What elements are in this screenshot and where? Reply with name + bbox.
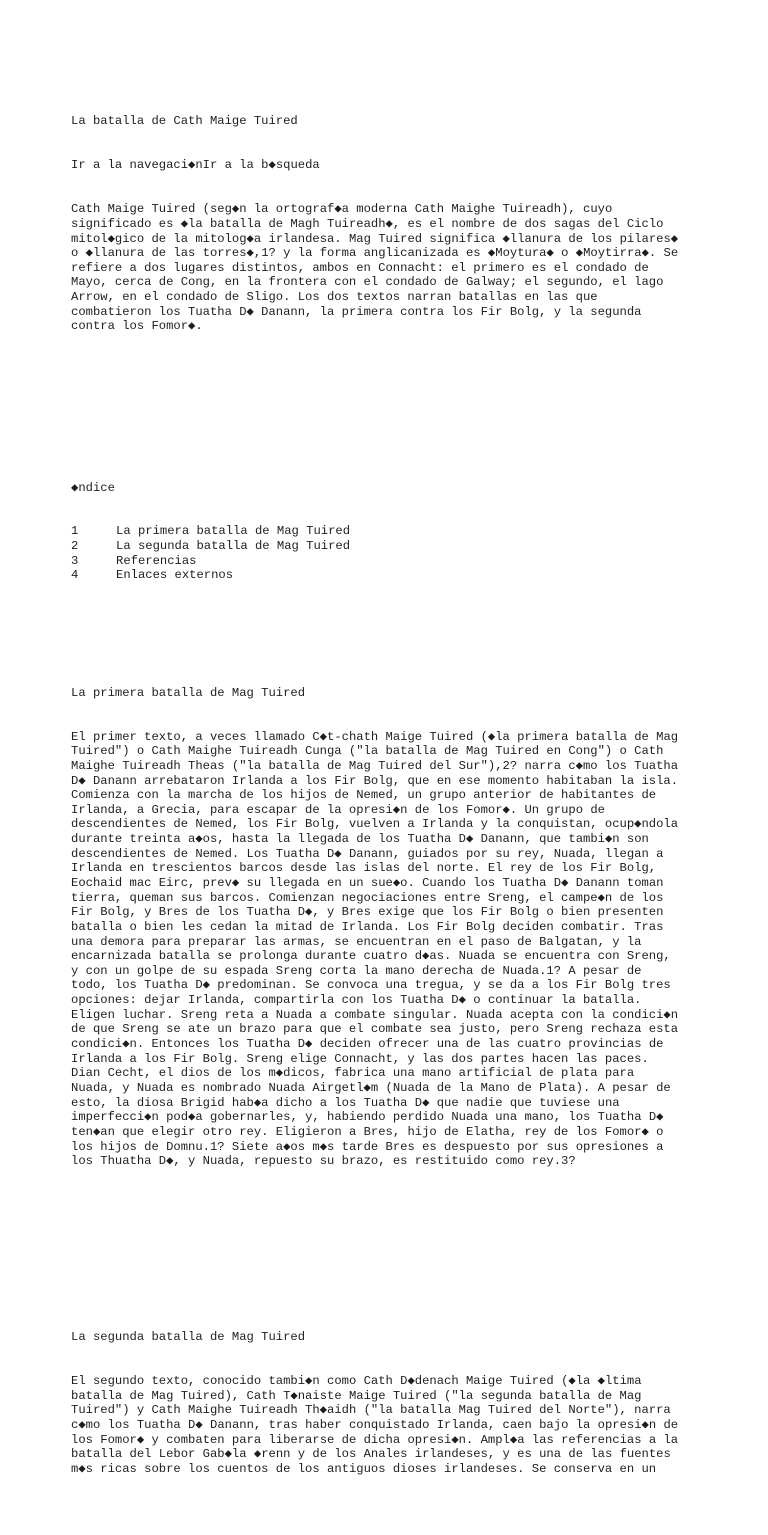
paragraph-line: Tuired") o Cath Maighe Tuireadh Cunga ("la batalla de Mag Tuired en Cong") o Cath [71, 744, 664, 759]
section-heading: La segunda batalla de Mag Tuired [71, 1330, 306, 1345]
paragraph-line: Irlanda a los Fir Bolg. Sreng elige Connacht, y las dos partes hacen las paces. [71, 1051, 649, 1066]
paragraph-line: Tuired") y Cath Maighe Tuireadh Th◆aidh ("la batalla Mag Tuired del Norte"), narra [71, 1403, 671, 1418]
document-body [71, 85, 751, 1535]
intro-line: Arrow, en el condado de Sligo. Los dos textos narran batallas en las que [71, 290, 598, 305]
paragraph-line: imperfecci◆n pod◆a gobernarles, y, habiendo perdido Nuada una mano, los Tuatha D◆ [71, 1110, 664, 1125]
toc-item[interactable] [71, 554, 751, 569]
intro-paragraph [71, 202, 751, 334]
paragraph-line: c◆mo los Tuatha D◆ Danann, tras haber conquistado Irlanda, caen bajo la opresi◆n de [71, 1417, 679, 1432]
paragraph-line: opciones: dejar Irlanda, compartirla con los Tuatha D◆ o continuar la batalla. [71, 993, 642, 1008]
paragraph-line: de que Sreng se ate un brazo para que el combate sea justo, pero Sreng rechaza esta [71, 1022, 679, 1037]
paragraph-line: Fir Bolg, y Bres de los Tuatha D◆, y Bres exige que los Fir Bolg o bien presenten [71, 905, 664, 920]
paragraph-line: durante treinta a◆os, hasta la llegada de los Tuatha D◆ Danann, que tambi◆n son [71, 832, 649, 847]
paragraph-line: descendientes de Nemed, los Fir Bolg, vuelven a Irlanda y la conquistan, ocup◆ndola [71, 817, 679, 832]
paragraph-line: Maighe Tuireadh Theas ("la batalla de Mag Tuired del Sur"),2? narra c◆mo los Tuatha [71, 758, 679, 773]
toc-heading: ◆ndice [71, 480, 115, 495]
paragraph-line: batalla de Mag Tuired), Cath T◆naiste Maige Tuired ("la segunda batalla de Mag [71, 1388, 642, 1403]
paragraph-line: los hijos de Domnu.1? Siete a◆os m◆s tarde Bres es despuesto por sus opresiones a [71, 1139, 664, 1154]
toc-item-number: 4 [71, 568, 79, 583]
paragraph-line: y con un golpe de su espada Sreng corta la mano derecha de Nuada.1? A pesar de [71, 963, 642, 978]
paragraph-line: tierra, queman sus barcos. Comienzan negociaciones entre Sreng, el campe◆n de los [71, 890, 664, 905]
intro-line: significado es ◆la batalla de Magh Tuireadh◆, es el nombre de dos sagas del Ciclo [71, 216, 664, 231]
paragraph-line: ten◆an que elegir otro rey. Eligieron a Bres, hijo de Elatha, rey de los Fomor◆ o [71, 1124, 664, 1139]
paragraph-line: Eochaid mac Eirc, prev◆ su llegada en un sue◆o. Cuando los Tuatha D◆ Danann toman [71, 876, 664, 890]
intro-line: o ◆llanura de las torres◆,1? y la forma anglicanizada es ◆Moytura◆ o ◆Moytirra◆. Se [71, 246, 679, 261]
intro-line: refiere a dos lugares distintos, ambos en Connacht: el primero es el condado de [71, 260, 649, 275]
document-title: La batalla de Cath Maige Tuired [71, 114, 298, 129]
toc-item-number: 3 [71, 553, 79, 568]
paragraph-line: Eligen luchar. Sreng reta a Nuada a combate singular. Nuada acepta con la condici◆n [71, 1007, 679, 1022]
intro-line: Cath Maige Tuired (seg◆n la ortograf◆a moderna Cath Maighe Tuireadh), cuyo [71, 202, 613, 217]
paragraph-line: encarnizada batalla se prolonga durante cuatro d◆as. Nuada se encuentra con Sreng, [71, 949, 671, 964]
paragraph-line: descendientes de Nemed. Los Tuatha D◆ Danann, guiados por su rey, Nuada, llegan a [71, 846, 664, 861]
intro-line: contra los Fomor◆. [71, 319, 203, 334]
paragraph-line: Nuada, y Nuada es nombrado Nuada Airgetl◆m (Nuada de la Mano de Plata). A pesar de [71, 1080, 671, 1095]
toc-item[interactable] [71, 539, 751, 554]
spacer [71, 1242, 751, 1257]
spacer [71, 378, 751, 407]
paragraph-line: condici◆n. Entonces los Tuatha D◆ deciden ofrecer una de las cuatro provincias de [71, 1037, 664, 1052]
section-second-battle [71, 1301, 751, 1506]
paragraph-line: Irlanda en trescientos barcos desde las islas del norte. El rey de los Fir Bolg, [71, 861, 657, 876]
section-paragraph [71, 730, 751, 1169]
toc-item-label[interactable]: Referencias [116, 553, 197, 568]
toc-item-label[interactable]: Enlaces externos [116, 568, 234, 583]
paragraph-line: m◆s ricas sobre los cuentos de los antiguos dioses irlandeses. Se conserva en un [71, 1461, 657, 1476]
table-of-contents [71, 451, 751, 612]
paragraph-line: una demora para preparar las armas, se encuentran en el paso de Balgatan, y la [71, 934, 642, 949]
toc-item-number: 2 [71, 539, 79, 554]
intro-line: mitol◆gico de la mitolog◆a irlandesa. Mag Tuired significa ◆llanura de los pilares◆ [71, 231, 679, 246]
toc-item-label[interactable]: La primera batalla de Mag Tuired [116, 524, 351, 539]
section-heading: La primera batalla de Mag Tuired [71, 685, 306, 700]
intro-line: Mayo, cerca de Cong, en la frontera con el condado de Galway; el segundo, el lago [71, 275, 664, 290]
toc-list [71, 524, 751, 583]
toc-item-label[interactable]: La segunda batalla de Mag Tuired [116, 539, 351, 554]
toc-item[interactable] [71, 568, 751, 583]
paragraph-line: los Fomor◆ y combaten para liberarse de dicha opresi◆n. Ampl◆a las referencias a la [71, 1432, 679, 1447]
navigation-skip-links[interactable]: Ir a la navegaci◆nIr a la b◆squeda [71, 158, 320, 173]
toc-item-number: 1 [71, 524, 79, 539]
paragraph-line: Irlanda, a Grecia, para escapar de la opresi◆n de los Fomor◆. Un grupo de [71, 802, 605, 817]
paragraph-line: El primer texto, a veces llamado C◆t-chath Maige Tuired (◆la primera batalla de Mag [71, 729, 679, 744]
section-paragraph [71, 1374, 751, 1476]
paragraph-line: todo, los Tuatha D◆ predominan. Se convoca una tregua, y se da a los Fir Bolg tres [71, 978, 671, 993]
paragraph-line: esto, la diosa Brigid hab◆a dicho a los Tuatha D◆ que nadie que tuviese una [71, 1095, 620, 1110]
paragraph-line: batalla o bien les cedan la mitad de Irlanda. Los Fir Bolg deciden combatir. Tras [71, 919, 664, 934]
section-first-battle [71, 656, 751, 1198]
paragraph-line: Comienza con la marcha de los hijos de Nemed, un grupo anterior de habitantes de [71, 788, 657, 803]
paragraph-line: Dian Cecht, el dios de los m◆dicos, fabrica una mano artificial de plata para [71, 1066, 635, 1081]
paragraph-line: los Thuatha D◆, y Nuada, repuesto su brazo, es restituido como rey.3? [71, 1154, 576, 1169]
paragraph-line: D◆ Danann arrebataron Irlanda a los Fir Bolg, que en ese momento habitaban la isla. [71, 773, 679, 788]
intro-line: combatieron los Tuatha D◆ Danann, la primera contra los Fir Bolg, y la segunda [71, 304, 642, 319]
paragraph-line: El segundo texto, conocido tambi◆n como Cath D◆denach Maige Tuired (◆la ◆ltima [71, 1373, 642, 1388]
paragraph-line: batalla del Lebor Gab◆la ◆renn y de los Anales irlandeses, y es una de las fuentes [71, 1447, 671, 1462]
toc-item[interactable] [71, 524, 751, 539]
